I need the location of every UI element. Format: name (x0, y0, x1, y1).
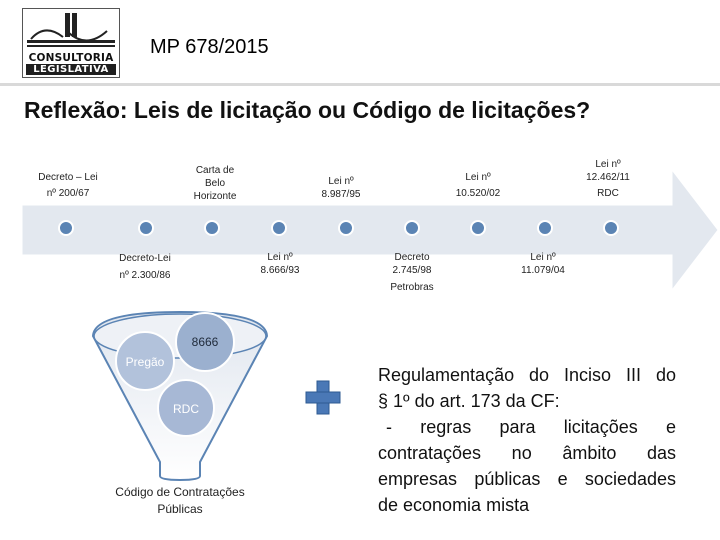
funnel-label-codigo: Código de Contratações Públicas (115, 485, 245, 516)
timeline-dot (604, 221, 618, 235)
timeline-dot (339, 221, 353, 235)
label-lei-8666: Lei nº 8.666/93 (260, 252, 300, 276)
logo-line1: CONSULTORIA (28, 52, 114, 64)
label-decreto-lei-200: Decreto – Lei nº 200/67 (38, 172, 98, 199)
label-lei-12462: Lei nº 12.462/11 RDC (586, 159, 630, 199)
funnel-label-rdc: RDC (173, 402, 199, 416)
label-lei-8987: Lei nº 8.987/95 (321, 176, 361, 200)
timeline-dot (139, 221, 153, 235)
timeline-dot (471, 221, 485, 235)
logo-line2: LEGISLATIVA (26, 64, 116, 75)
regulation-text: Regulamentação do Inciso III do § 1º do art. 173 da CF: - regras para licitações e contratações no âmbito das empresas públicas e sociedades de economia mista (378, 365, 676, 515)
timeline-dot (272, 221, 286, 235)
slide-title: Reflexão: Leis de licitação ou Código de licitações? (24, 97, 591, 123)
timeline-dot (59, 221, 73, 235)
plus-icon (306, 381, 340, 414)
funnel-label-pregao: Pregão (125, 355, 165, 369)
timeline-dot (205, 221, 219, 235)
label-lei-10520: Lei nº 10.520/02 (455, 172, 501, 199)
label-decreto-2745: Decreto 2.745/98 Petrobras (390, 252, 434, 293)
timeline-dot (538, 221, 552, 235)
timeline-dot (405, 221, 419, 235)
funnel-label-8666: 8666 (191, 335, 219, 349)
label-lei-11079: Lei nº 11.079/04 (521, 252, 565, 276)
label-carta-belo-horizonte: Carta de Belo Horizonte (193, 165, 237, 202)
header-title: MP 678/2015 (150, 36, 269, 58)
label-decreto-lei-2300: Decreto-Lei nº 2.300/86 (119, 253, 171, 281)
